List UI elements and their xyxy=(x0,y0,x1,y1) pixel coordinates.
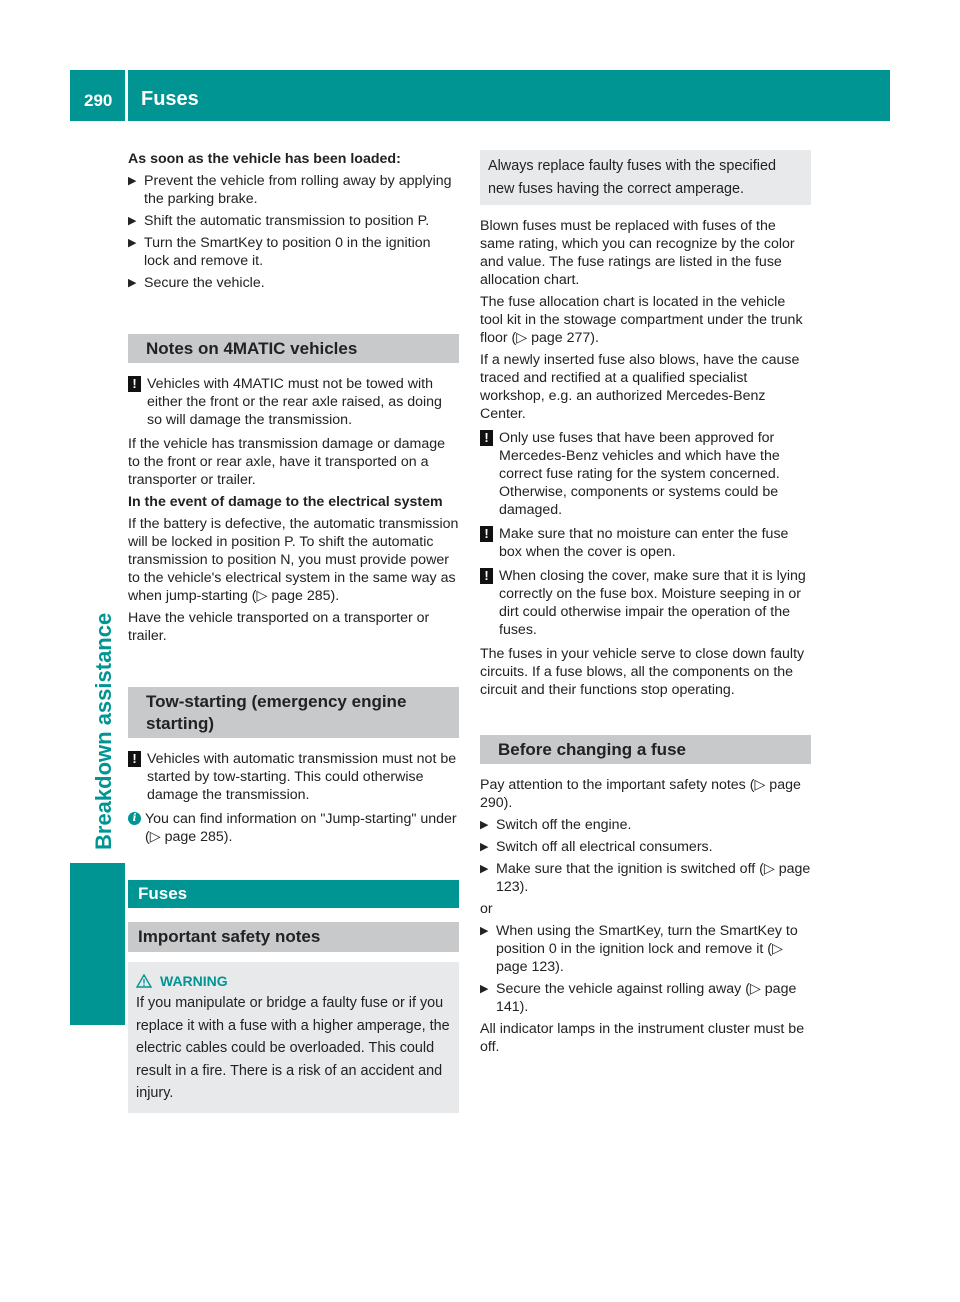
step-text: Switch off the engine. xyxy=(496,817,632,833)
note-text: When closing the cover, make sure that it is lying correctly on the fuse box. Moisture seeping in or dirt could otherwise impair the operation of the fuses. xyxy=(499,568,806,638)
step-arrow-icon: ▶ xyxy=(480,841,489,853)
step-arrow-icon: ▶ xyxy=(480,863,489,875)
exclamation-icon: ! xyxy=(480,568,493,584)
section-title: Fuses xyxy=(141,88,199,110)
page-number: 290 xyxy=(84,91,113,110)
warning-box xyxy=(128,962,459,1113)
left-column xyxy=(128,150,459,1113)
step-arrow-icon: ▶ xyxy=(480,819,489,831)
step-arrow-icon: ▶ xyxy=(128,237,137,249)
note-tow xyxy=(128,750,459,804)
loaded-heading: As soon as the vehicle has been loaded: xyxy=(128,151,401,167)
heading-before-changing: Before changing a fuse xyxy=(480,735,811,764)
paragraph: Pay attention to the important safety notes (▷ page 290). xyxy=(480,777,801,811)
step-arrow-icon: ▶ xyxy=(480,925,489,937)
warning-label: WARNING xyxy=(160,973,228,989)
info-text: You can find information on "Jump-starting" under (▷ page 285). xyxy=(145,811,457,845)
subheading-electrical: In the event of damage to the electrical system xyxy=(128,494,443,510)
heading-fuses: Fuses xyxy=(128,880,459,908)
paragraph: The fuse allocation chart is located in the vehicle tool kit in the stowage compartment under the trunk floor (▷ page 277). xyxy=(480,294,803,346)
paragraph: The fuses in your vehicle serve to close down faulty circuits. If a fuse blows, all the components on the circuit and their functions stop operating. xyxy=(480,646,805,698)
heading-tow-starting: Tow-starting (emergency engine starting) xyxy=(128,687,459,738)
step-item xyxy=(480,838,811,856)
step-text: Make sure that the ignition is switched off (▷ page 123). xyxy=(496,861,811,895)
step-arrow-icon: ▶ xyxy=(128,175,137,187)
paragraph: If the battery is defective, the automatic transmission will be locked in position P. To shift the automatic transmission to position N, you must provide power to the vehicle's electrical system in the same way as when jump-starting (▷ page 285). xyxy=(128,516,459,604)
heading-4matic: Notes on 4MATIC vehicles xyxy=(128,334,459,363)
note-4matic xyxy=(128,375,459,429)
note-text: Only use fuses that have been approved for Mercedes-Benz vehicles and which have the correct fuse rating for the system concerned. Otherwise, components or systems could be damaged. xyxy=(499,430,780,518)
warning-text: If you manipulate or bridge a faulty fuse or if you replace it with a fuse with a higher amperage, the electric cables could be overloaded. This could result in a fire. There is a risk of an accident and injury. xyxy=(136,995,450,1101)
step-text: When using the SmartKey, turn the SmartKey to position 0 in the ignition lock and remove it (▷ page 123). xyxy=(496,923,798,975)
note-text: Vehicles with 4MATIC must not be towed with either the front or the rear axle raised, as doing so will damage the transmission. xyxy=(147,376,442,428)
note-item xyxy=(480,567,811,639)
step-item xyxy=(128,212,459,230)
paragraph: Blown fuses must be replaced with fuses of the same rating, which you can recognize by the color and value. The fuse ratings are listed in the fuse allocation chart. xyxy=(480,218,795,288)
step-item xyxy=(480,860,811,896)
paragraph: All indicator lamps in the instrument cluster must be off. xyxy=(480,1021,805,1055)
side-tab-block xyxy=(70,863,125,1025)
warning-title xyxy=(136,970,451,992)
exclamation-icon: ! xyxy=(480,526,493,542)
step-item xyxy=(128,172,459,208)
note-item xyxy=(480,429,811,519)
side-tab-label: Breakdown assistance xyxy=(91,612,116,850)
paragraph: If a newly inserted fuse also blows, have the cause traced and rectified at a qualified specialist workshop, e.g. an authorized Mercedes-Benz Center. xyxy=(480,352,800,422)
step-text: Secure the vehicle. xyxy=(144,275,265,291)
step-item xyxy=(480,816,811,834)
heading-safety-notes: Important safety notes xyxy=(128,922,459,952)
right-column xyxy=(480,150,811,1060)
step-text: Shift the automatic transmission to position P. xyxy=(144,213,430,229)
step-arrow-icon: ▶ xyxy=(128,215,137,227)
note-item xyxy=(480,525,811,561)
header-separator xyxy=(125,70,128,121)
step-text: Secure the vehicle against rolling away (▷ page 141). xyxy=(496,981,797,1015)
step-item xyxy=(128,274,459,292)
step-arrow-icon: ▶ xyxy=(480,983,489,995)
step-item xyxy=(480,922,811,976)
note-text: Make sure that no moisture can enter the fuse box when the cover is open. xyxy=(499,526,789,560)
step-item xyxy=(128,234,459,270)
exclamation-icon: ! xyxy=(128,751,141,767)
step-text: Switch off all electrical consumers. xyxy=(496,839,713,855)
paragraph: Have the vehicle transported on a transporter or trailer. xyxy=(128,610,430,644)
warning-triangle-icon xyxy=(136,974,152,988)
exclamation-icon: ! xyxy=(128,376,141,392)
info-box: Always replace faulty fuses with the specified new fuses having the correct amperage. xyxy=(480,150,811,205)
info-icon: i xyxy=(128,812,141,825)
paragraph: If the vehicle has transmission damage or damage to the front or rear axle, have it transported on a transporter or trailer. xyxy=(128,436,446,488)
note-text: Vehicles with automatic transmission must not be started by tow-starting. This could otherwise damage the transmission. xyxy=(147,751,457,803)
step-text: Prevent the vehicle from rolling away by applying the parking brake. xyxy=(144,173,452,207)
step-text: Turn the SmartKey to position 0 in the ignition lock and remove it. xyxy=(144,235,431,269)
step-arrow-icon: ▶ xyxy=(128,277,137,289)
or-text: or xyxy=(480,901,493,917)
exclamation-icon: ! xyxy=(480,430,493,446)
info-tow xyxy=(128,810,459,846)
step-item xyxy=(480,980,811,1016)
